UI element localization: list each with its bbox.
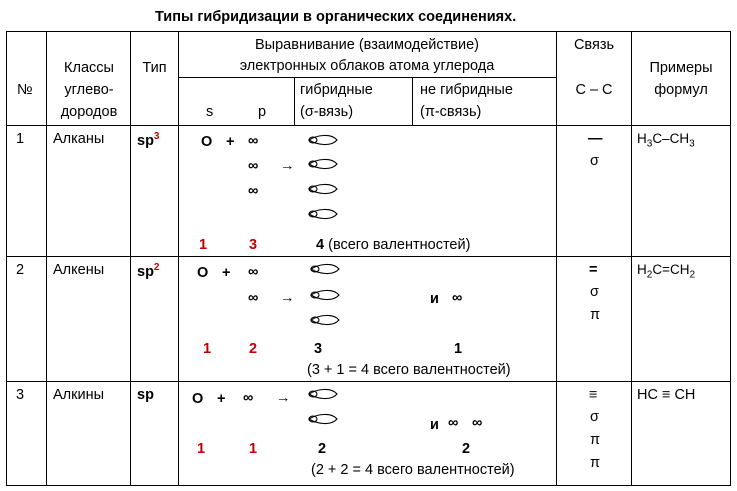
nonhybrid-count: 1 — [454, 341, 463, 357]
hybrid-count: 3 — [314, 341, 323, 357]
hybrid-orbital-icon — [309, 262, 343, 277]
bond-pi: π — [590, 307, 601, 323]
p-count: 3 — [249, 237, 258, 253]
header-align-l1: Выравнивание (взаимодействие) — [255, 37, 479, 53]
bond-pi: π — [590, 455, 601, 471]
header-class-l2: углево- — [64, 82, 114, 98]
header-nonhybrid-l1: не гибридные — [420, 82, 513, 98]
hybrid-orbital-icon — [307, 157, 341, 172]
bond-sigma: σ — [590, 284, 599, 300]
valence-total: (3 + 1 = 4 всего валентностей) — [307, 362, 511, 378]
s-orbital-symbol: О — [197, 265, 209, 281]
p-orbital-symbol: ∞ — [472, 415, 483, 431]
row-class: Алкины — [53, 387, 105, 403]
arrow-icon: → — [280, 290, 295, 306]
hybrid-orbital-icon — [309, 313, 343, 328]
and-label: и — [430, 291, 439, 307]
row-class: Алканы — [53, 131, 105, 147]
formula: $H_3C-CH_3$ — [637, 131, 695, 150]
p-orbital-symbol: ∞ — [248, 158, 259, 174]
plus-symbol: + — [226, 134, 235, 150]
p-orbital-symbol: ∞ — [243, 390, 254, 406]
bond-symbol: — — [588, 131, 603, 147]
p-orbital-symbol: ∞ — [248, 290, 259, 306]
header-align-l2: электронных облаков атома углерода — [239, 58, 495, 74]
bond-pi: π — [590, 432, 601, 448]
p-orbital-symbol: ∞ — [448, 415, 459, 431]
header-examples-l1: Примеры — [649, 60, 713, 76]
and-label: и — [430, 417, 439, 433]
hybrid-orbital-icon — [309, 288, 343, 303]
header-examples-l2: формул — [654, 82, 708, 98]
header-hybrid-l1: гибридные — [300, 82, 373, 98]
hybrid-orbital-icon — [307, 412, 341, 427]
row-type: sp — [137, 387, 154, 403]
header-class-l3: дородов — [60, 104, 118, 120]
p-orbital-symbol: ∞ — [248, 133, 259, 149]
bond-sigma: σ — [590, 409, 599, 425]
formula: HC ≡ CH — [637, 387, 696, 403]
hybrid-orbital-icon — [307, 133, 341, 148]
s-count: 1 — [197, 441, 206, 457]
p-orbital-symbol: ∞ — [452, 290, 463, 306]
header-type: Тип — [142, 60, 167, 76]
valence-total: 4 (всего валентностей) — [316, 237, 471, 253]
row-class: Алкены — [53, 262, 105, 278]
header-bond-l2: С – С — [575, 82, 613, 98]
plus-symbol: + — [217, 391, 226, 407]
row-num: 1 — [16, 131, 25, 147]
s-orbital-symbol: О — [192, 391, 204, 407]
page-title: Типы гибридизации в органических соединениях. — [155, 9, 517, 25]
row-num: 2 — [16, 262, 25, 278]
s-count: 1 — [203, 341, 212, 357]
header-nonhybrid-l2: (π-связь) — [420, 104, 482, 120]
header-p: p — [258, 104, 267, 120]
p-count: 1 — [249, 441, 258, 457]
p-count: 2 — [249, 341, 258, 357]
nonhybrid-count: 2 — [462, 441, 471, 457]
hybrid-count: 2 — [318, 441, 327, 457]
arrow-icon: → — [280, 158, 295, 174]
bond-symbol: ≡ — [589, 387, 598, 403]
p-orbital-symbol: ∞ — [248, 264, 259, 280]
header-num: № — [17, 82, 33, 98]
bond-symbol: = — [589, 262, 598, 278]
hybrid-orbital-icon — [307, 207, 341, 222]
valence-total: (2 + 2 = 4 всего валентностей) — [311, 462, 515, 478]
s-count: 1 — [199, 237, 208, 253]
formula: $H_2C=CH_2$ — [637, 262, 696, 281]
s-orbital-symbol: О — [201, 134, 213, 150]
row-num: 3 — [16, 387, 25, 403]
hybrid-orbital-icon — [307, 182, 341, 197]
row-type: $sp^2$ — [137, 262, 160, 280]
hybrid-orbital-icon — [307, 387, 341, 402]
header-hybrid-l2: (σ-вязь) — [300, 104, 354, 120]
bond-sigma: σ — [590, 153, 599, 169]
header-s: s — [206, 104, 214, 120]
row-type: $sp^3$ — [137, 131, 160, 149]
arrow-icon: → — [276, 390, 291, 406]
p-orbital-symbol: ∞ — [248, 183, 259, 199]
header-bond-l1: Связь — [573, 37, 615, 53]
plus-symbol: + — [222, 265, 231, 281]
header-class-l1: Классы — [64, 60, 114, 76]
